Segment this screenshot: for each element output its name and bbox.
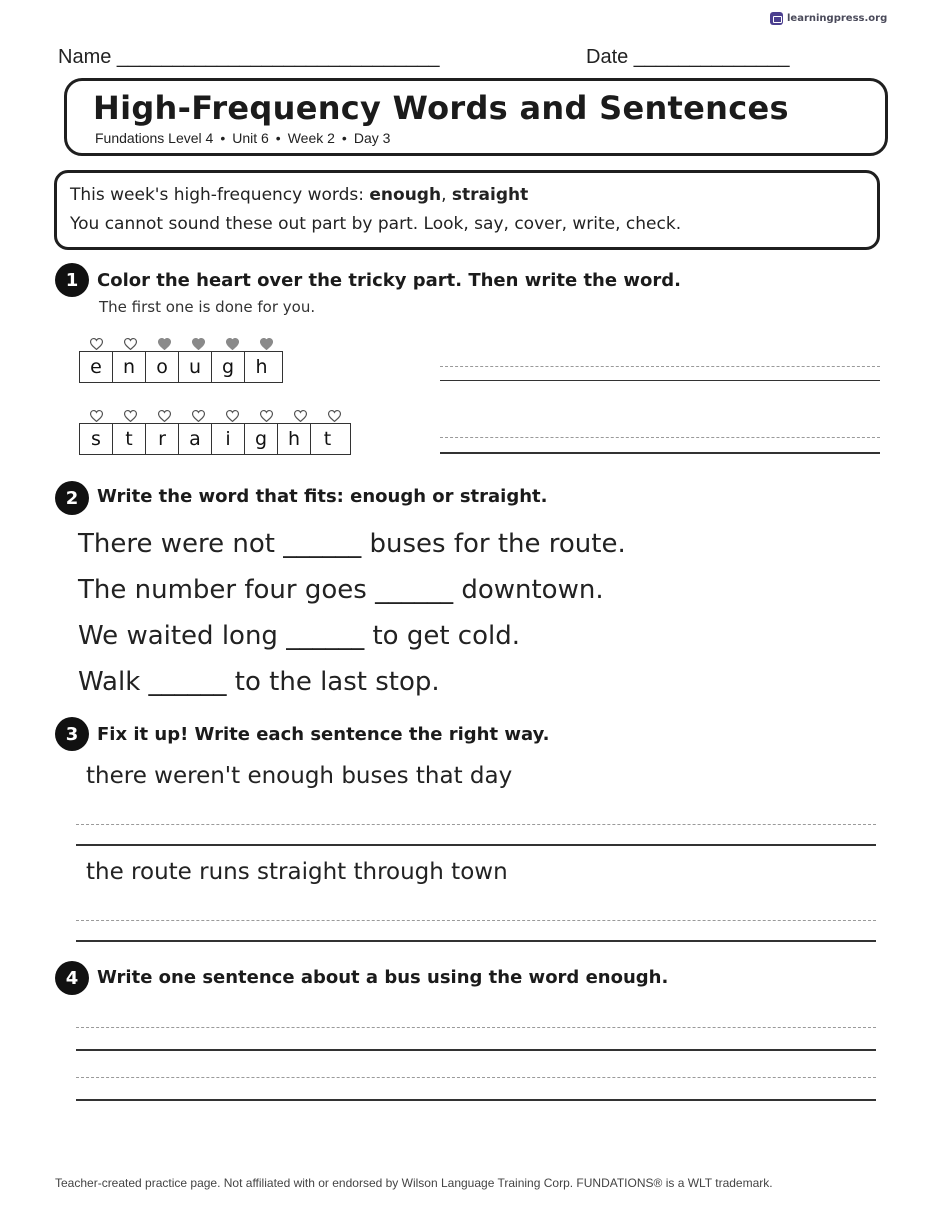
question-1-instruction: Color the heart over the tricky part. Then write the word. bbox=[97, 270, 681, 291]
book-icon bbox=[770, 12, 783, 25]
word-block-enough bbox=[79, 337, 283, 383]
write-line-q4-2[interactable] bbox=[76, 1099, 876, 1101]
heart-icon[interactable] bbox=[147, 337, 181, 351]
heart-icon[interactable] bbox=[181, 337, 215, 351]
heart-icon[interactable] bbox=[215, 337, 249, 351]
date-field[interactable]: Date ______________ bbox=[586, 46, 790, 68]
question-number-1: 1 bbox=[55, 263, 89, 297]
write-line-straight[interactable] bbox=[440, 452, 880, 454]
name-field[interactable]: Name _____________________________ bbox=[58, 46, 440, 68]
brand-label: learningpress.org bbox=[787, 13, 888, 24]
fill-sentence-4[interactable]: Walk ______ to the last stop. bbox=[78, 667, 440, 697]
letter-tile: a bbox=[179, 424, 212, 454]
heart-icon[interactable] bbox=[283, 409, 317, 423]
subtitle-day: Day 3 bbox=[353, 130, 391, 146]
heart-row bbox=[79, 409, 351, 423]
page-title: High-Frequency Words and Sentences bbox=[93, 89, 789, 127]
letter-tile: t bbox=[323, 428, 332, 450]
heart-icon[interactable] bbox=[113, 337, 147, 351]
intro-comma: , bbox=[441, 185, 452, 205]
question-3-instruction: Fix it up! Write each sentence the right way. bbox=[97, 724, 550, 745]
subtitle-separator: • bbox=[275, 130, 281, 146]
title-box bbox=[64, 78, 888, 156]
fill-sentence-3[interactable]: We waited long ______ to get cold. bbox=[78, 621, 520, 651]
question-number-3: 3 bbox=[55, 717, 89, 751]
letter-tiles bbox=[79, 351, 283, 383]
intro-word-straight: straight bbox=[451, 185, 529, 205]
letter-tiles bbox=[79, 423, 351, 455]
footer-disclaimer: Teacher-created practice page. Not affiliated with or endorsed by Wilson Language Training Corp. FUNDATIONS® is a WLT trademark. bbox=[55, 1176, 773, 1190]
heart-icon[interactable] bbox=[79, 337, 113, 351]
write-line-q4-1[interactable] bbox=[76, 1049, 876, 1051]
guide-dashed-line bbox=[440, 437, 880, 438]
fill-sentence-1[interactable]: There were not ______ buses for the route. bbox=[78, 529, 626, 559]
intro-line-1 bbox=[70, 185, 528, 205]
letter-tile: g bbox=[212, 352, 245, 382]
intro-line-2: You cannot sound these out part by part. Look, say, cover, write, check. bbox=[70, 214, 682, 234]
heart-icon[interactable] bbox=[113, 409, 147, 423]
letter-tile: o bbox=[146, 352, 179, 382]
letter-tile: i bbox=[212, 424, 245, 454]
question-number-2: 2 bbox=[55, 481, 89, 515]
fill-sentence-2[interactable]: The number four goes ______ downtown. bbox=[78, 575, 604, 605]
intro-word-enough: enough bbox=[369, 185, 442, 205]
letter-tile: e bbox=[80, 352, 113, 382]
heart-icon[interactable] bbox=[249, 337, 283, 351]
letter-tile: u bbox=[179, 352, 212, 382]
letter-tile: g bbox=[245, 424, 278, 454]
fix-sentence-1: there weren't enough buses that day bbox=[86, 763, 513, 789]
letter-tile: s bbox=[80, 424, 113, 454]
word-block-straight bbox=[79, 409, 351, 455]
guide-dashed-line bbox=[76, 1027, 876, 1028]
heart-icon[interactable] bbox=[215, 409, 249, 423]
guide-dashed-line bbox=[440, 366, 880, 367]
guide-dashed-line bbox=[76, 824, 876, 825]
question-number-4: 4 bbox=[55, 961, 89, 995]
letter-tile: h bbox=[255, 356, 268, 378]
heart-icon[interactable] bbox=[181, 409, 215, 423]
question-4-instruction: Write one sentence about a bus using the word enough. bbox=[97, 967, 669, 988]
fix-sentence-2: the route runs straight through town bbox=[86, 859, 508, 885]
guide-dashed-line bbox=[76, 920, 876, 921]
guide-dashed-line bbox=[76, 1077, 876, 1078]
question-1-note: The first one is done for you. bbox=[99, 298, 316, 316]
subtitle-level: Fundations Level 4 bbox=[95, 130, 214, 146]
subtitle-unit: Unit 6 bbox=[232, 130, 269, 146]
subtitle-week: Week 2 bbox=[287, 130, 335, 146]
letter-tile: n bbox=[113, 352, 146, 382]
subtitle-separator: • bbox=[220, 130, 226, 146]
brand-link[interactable] bbox=[770, 12, 887, 25]
subtitle-separator: • bbox=[341, 130, 347, 146]
letter-tile: t bbox=[113, 424, 146, 454]
heart-icon[interactable] bbox=[147, 409, 181, 423]
write-line-fix-2[interactable] bbox=[76, 940, 876, 942]
write-line-fix-1[interactable] bbox=[76, 844, 876, 846]
letter-tile: r bbox=[146, 424, 179, 454]
heart-row bbox=[79, 337, 283, 351]
write-line-enough[interactable] bbox=[440, 380, 880, 381]
letter-tile: h bbox=[278, 424, 311, 454]
heart-icon[interactable] bbox=[79, 409, 113, 423]
question-2-instruction: Write the word that fits: enough or straight. bbox=[97, 486, 548, 507]
intro-box bbox=[54, 170, 880, 250]
intro-prefix: This week's high-frequency words: bbox=[70, 185, 370, 205]
heart-icon[interactable] bbox=[317, 409, 351, 423]
page-subtitle bbox=[95, 130, 390, 146]
heart-icon[interactable] bbox=[249, 409, 283, 423]
